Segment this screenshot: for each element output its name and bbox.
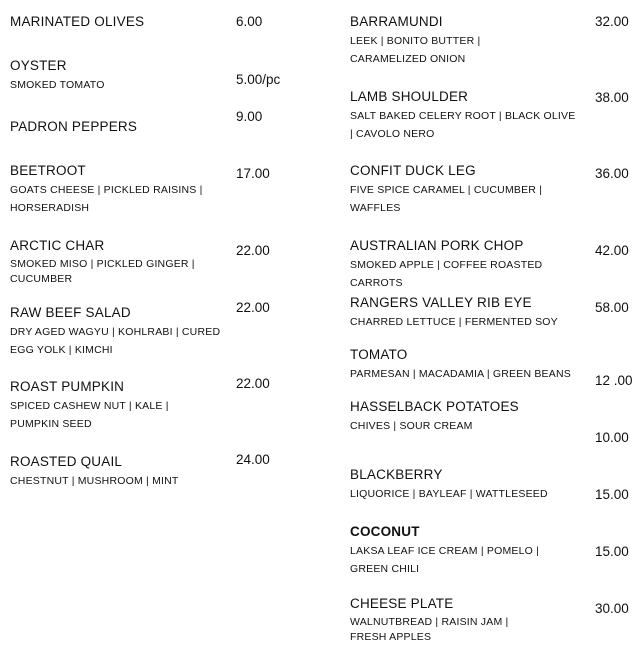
item-description: PARMESAN | MACADAMIA | GREEN BEANS bbox=[350, 368, 571, 380]
menu-item-tomato bbox=[350, 346, 590, 383]
menu-item-marinated-olives bbox=[10, 13, 225, 31]
menu-item-arctic-char bbox=[10, 237, 225, 287]
item-price: 30.00 bbox=[595, 601, 629, 616]
item-description: CHIVES | SOUR CREAM bbox=[350, 420, 473, 432]
item-price: 5.00/pc bbox=[236, 72, 281, 87]
item-name: LAMB SHOULDER bbox=[350, 89, 469, 104]
menu-item-lamb-shoulder bbox=[350, 88, 580, 143]
item-price: 9.00 bbox=[236, 109, 263, 124]
item-price: 42.00 bbox=[595, 243, 629, 258]
item-description: SMOKED MISO | PICKLED GINGER | CUCUMBER bbox=[10, 258, 195, 285]
item-name: ROAST PUMPKIN bbox=[10, 379, 125, 394]
item-name: MARINATED OLIVES bbox=[10, 14, 145, 29]
item-price: 15.00 bbox=[595, 544, 629, 559]
item-description: WALNUTBREAD | RAISIN JAM | FRESH APPLES bbox=[350, 616, 509, 643]
item-name: RANGERS VALLEY RIB EYE bbox=[350, 295, 532, 310]
item-description: LIQUORICE | BAYLEAF | WATTLESEED bbox=[350, 488, 548, 500]
item-description: LAKSA LEAF ICE CREAM | POMELO | GREEN CHILI bbox=[350, 545, 540, 575]
menu-item-barramundi bbox=[350, 13, 490, 68]
item-description: CHARRED LETTUCE | FERMENTED SOY bbox=[350, 316, 558, 328]
item-price: 32.00 bbox=[595, 14, 629, 29]
item-price: 58.00 bbox=[595, 300, 629, 315]
item-description: SMOKED APPLE | COFFEE ROASTED CARROTS bbox=[350, 259, 543, 289]
item-description: LEEK | BONITO BUTTER | CARAMELIZED ONION bbox=[350, 35, 481, 65]
item-price: 12 .00 bbox=[595, 373, 633, 388]
item-price: 6.00 bbox=[236, 14, 263, 29]
item-name: COCONUT bbox=[350, 524, 420, 539]
menu-item-roasted-quail bbox=[10, 453, 230, 490]
item-description: GOATS CHEESE | PICKLED RAISINS | HORSERADISH bbox=[10, 184, 203, 214]
item-description: SALT BAKED CELERY ROOT | BLACK OLIVE | CAVOLO NERO bbox=[350, 110, 576, 140]
item-name: ARCTIC CHAR bbox=[10, 238, 105, 253]
item-name: OYSTER bbox=[10, 58, 67, 73]
item-name: TOMATO bbox=[350, 347, 408, 362]
menu-item-cheese-plate bbox=[350, 595, 530, 645]
item-name: CHEESE PLATE bbox=[350, 596, 454, 611]
menu-item-padron-peppers bbox=[10, 118, 225, 136]
menu-item-hasselback-potatoes bbox=[350, 398, 590, 435]
menu-item-coconut bbox=[350, 523, 550, 578]
menu-item-oyster bbox=[10, 57, 225, 94]
item-price: 24.00 bbox=[236, 452, 270, 467]
item-description: SMOKED TOMATO bbox=[10, 79, 105, 91]
item-price: 22.00 bbox=[236, 243, 270, 258]
item-price: 17.00 bbox=[236, 166, 270, 181]
menu-item-confit-duck-leg bbox=[350, 162, 550, 217]
item-price: 22.00 bbox=[236, 300, 270, 315]
item-price: 38.00 bbox=[595, 90, 629, 105]
menu-item-raw-beef-salad bbox=[10, 304, 225, 359]
item-name: AUSTRALIAN PORK CHOP bbox=[350, 238, 524, 253]
menu-item-rangers-valley-rib-eye bbox=[350, 294, 590, 331]
item-name: RAW BEEF SALAD bbox=[10, 305, 131, 320]
item-name: PADRON PEPPERS bbox=[10, 119, 138, 134]
item-description: FIVE SPICE CARAMEL | CUCUMBER | WAFFLES bbox=[350, 184, 543, 214]
menu-item-beetroot bbox=[10, 162, 225, 217]
item-price: 22.00 bbox=[236, 376, 270, 391]
menu-item-roast-pumpkin bbox=[10, 378, 180, 433]
item-name: HASSELBACK POTATOES bbox=[350, 399, 519, 414]
menu-item-australian-pork-chop bbox=[350, 237, 590, 292]
item-description: DRY AGED WAGYU | KOHLRABI | CURED EGG YOLK | KIMCHI bbox=[10, 326, 221, 356]
item-name: CONFIT DUCK LEG bbox=[350, 163, 476, 178]
menu-item-blackberry bbox=[350, 466, 590, 503]
item-description: SPICED CASHEW NUT | KALE | PUMPKIN SEED bbox=[10, 400, 169, 430]
item-name: BEETROOT bbox=[10, 163, 86, 178]
item-name: BLACKBERRY bbox=[350, 467, 443, 482]
item-price: 10.00 bbox=[595, 430, 629, 445]
item-price: 15.00 bbox=[595, 487, 629, 502]
item-price: 36.00 bbox=[595, 166, 629, 181]
item-name: BARRAMUNDI bbox=[350, 14, 443, 29]
item-description: CHESTNUT | MUSHROOM | MINT bbox=[10, 475, 179, 487]
item-name: ROASTED QUAIL bbox=[10, 454, 123, 469]
